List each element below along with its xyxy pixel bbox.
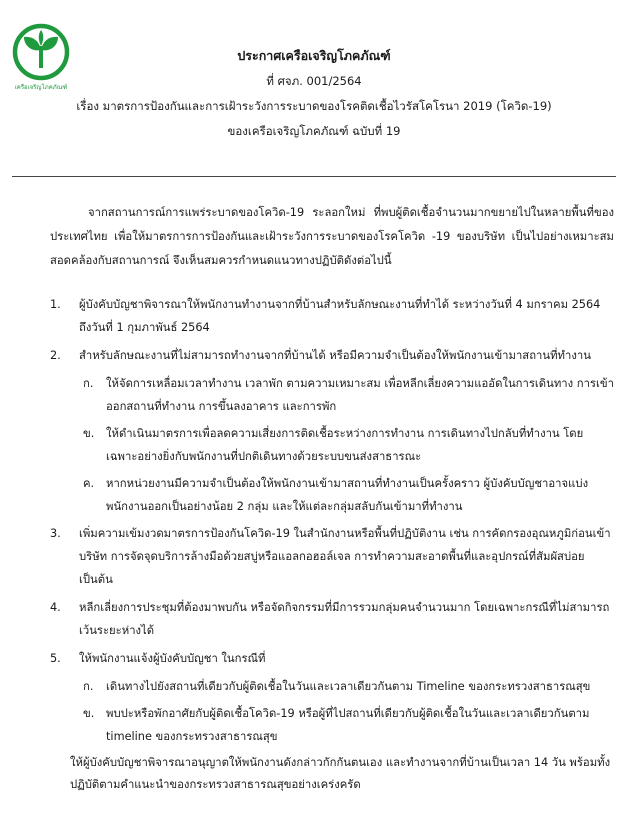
subject-line: เรื่อง มาตรการป้องกันและการเฝ้าระวังการระบาดของโรคติดเชื้อไวรัสโคโรนา 2019 (โควิด-19) (76, 99, 552, 113)
item-number: 2. (50, 349, 61, 362)
sub-item-letter: ค. (83, 477, 95, 490)
announcement-body (50, 201, 614, 796)
sub-item (50, 675, 614, 698)
sub-item (50, 472, 614, 518)
item-number: 5. (50, 652, 61, 665)
logo-caption: เครือเจริญโภคภัณฑ์ (14, 84, 68, 91)
announcement-title: ประกาศเครือเจริญโภคภัณฑ์ (237, 48, 391, 63)
sub-item (50, 372, 614, 418)
item-text: ให้พนักงานแจ้งผู้บังคับบัญชา ในกรณีที่ (79, 652, 266, 665)
item-number: 4. (50, 601, 61, 614)
sub-item-letter: ข. (83, 707, 95, 720)
closing-paragraph: ให้ผู้บังคับบัญชาพิจารณาอนุญาตให้พนักงานดังกล่าวกักกันตนเอง และทำงานจากที่บ้านเป็นเวลา 14 วัน พร้อมทั้งปฏิบัติตามคำแนะนำของกระทรวงสาธารณสุขอย่างเคร่งครัด (70, 756, 611, 791)
sub-item-text: เดินทางไปยังสถานที่เดียวกับผู้ติดเชื้อในวันและเวลาเดียวกันตาม Timeline ของกระทรวงสาธารณสุข (106, 680, 591, 693)
intro-paragraph: จากสถานการณ์การแพร่ระบาดของโควิด-19 ระลอกใหม่ ที่พบผู้ติดเชื้อจำนวนมากขยายไปในหลายพื้นที่ของประเทศไทย เพื่อให้มาตรการการป้องกันและเฝ้าระวังการระบาดของโรคโควิด -19 ของบริษัท เป็นไปอย่างเหมาะสมสอดคล้องกับสถานการณ์ จึงเห็นสมควรกำหนดแนวทางปฏิบัติดังต่อไปนี้ (50, 206, 614, 267)
item-text: หลีกเลี่ยงการประชุมที่ต้องมาพบกัน หรือจัดกิจกรรมที่มีการรวมกลุ่มคนจำนวนมาก โดยเฉพาะกรณีที่ไม่สามารถเว้นระยะห่างได้ (79, 601, 610, 637)
sub-item-text: พบปะหรือพักอาศัยกับผู้ติดเชื้อโควิด-19 หรือผู้ที่ไปสถานที่เดียวกับผู้ติดเชื้อในวันและเวลาเดียวกันตาม timeline ของกระทรวงสาธารณสุข (106, 707, 590, 743)
issue-line: ของเครือเจริญโภคภัณฑ์ ฉบับที่ 19 (227, 124, 401, 138)
sub-item (50, 422, 614, 468)
header-divider (12, 176, 616, 177)
item-text: เพิ่มความเข้มงวดมาตรการป้องกันโควิด-19 ในสำนักงานหรือพื้นที่ปฏิบัติงาน เช่น การคัดกรองอุณหภูมิก่อนเข้าบริษัท การจัดจุดบริการล้างมือด้วยสบู่หรือแอลกอฮอล์เจล การทำความสะอาดพื้นที่และอุปกรณ์ที่สัมผัสบ่อยเป็นต้น (79, 527, 611, 586)
sub-item-text: ให้จัดการเหลื่อมเวลาทำงาน เวลาพัก ตามความเหมาะสม เพื่อหลีกเลี่ยงความแออัดในการเดินทาง การเข้าออกสถานที่ทำงาน การขึ้นลงอาคาร และการพัก (106, 377, 614, 413)
sub-item-letter: ข. (83, 427, 95, 440)
sub-item-text: หากหน่วยงานมีความจำเป็นต้องให้พนักงานเข้ามาสถานที่ทำงานเป็นครั้งคราว ผู้บังคับบัญชาอาจแบ่งพนักงานออกเป็นอย่างน้อย 2 กลุ่ม และให้แต่ละกลุ่มสลับกันเข้ามาที่ทำงาน (106, 477, 589, 513)
announcement-header (0, 47, 628, 140)
item-text: สำหรับลักษณะงานที่ไม่สามารถทำงานจากที่บ้านได้ หรือมีความจำเป็นต้องให้พนักงานเข้ามาสถานที่ทำงาน (79, 349, 591, 362)
sub-item-letter: ก. (83, 680, 94, 693)
sub-item-text: ให้ดำเนินมาตรการเพื่อลดความเสี่ยงการติดเชื้อระหว่างการทำงาน การเดินทางไปกลับที่ทำงาน โดยเฉพาะอย่างยิ่งกับพนักงานที่ปกติเดินทางด้วยระบบขนส่งสาธารณะ (106, 427, 584, 463)
list-item (50, 293, 614, 339)
item-number: 1. (50, 298, 61, 311)
list-item (50, 647, 614, 670)
item-number: 3. (50, 527, 61, 540)
list-item (50, 596, 614, 642)
list-item (50, 344, 614, 367)
item-text: ผู้บังคับบัญชาพิจารณาให้พนักงานทำงานจากที่บ้านสำหรับลักษณะงานที่ทำได้ ระหว่างวันที่ 4 มกราคม 2564 ถึงวันที่ 1 กุมภาพันธ์ 2564 (79, 298, 601, 334)
sub-item-letter: ก. (83, 377, 94, 390)
sub-item (50, 702, 614, 748)
reference-number: ที่ ศจภ. 001/2564 (266, 74, 362, 88)
list-item (50, 522, 614, 591)
